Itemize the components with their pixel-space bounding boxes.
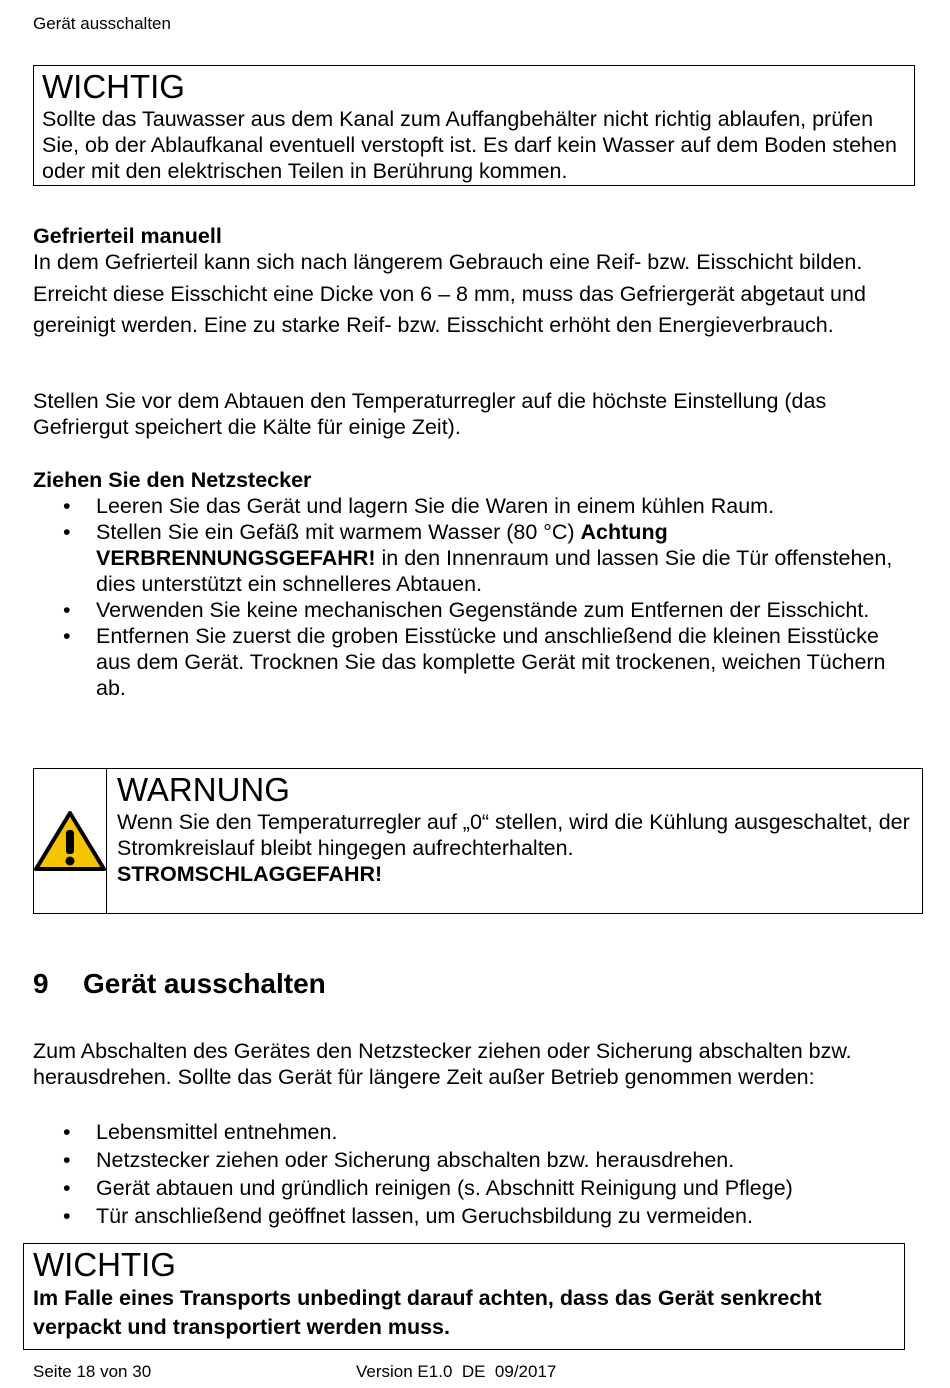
- list-item: [33, 1174, 913, 1202]
- electric-shock-warning: STROMSCHLAGGEFAHR!: [117, 862, 383, 886]
- warning-box: [33, 768, 923, 914]
- bullet: •: [63, 1148, 71, 1172]
- page-footer: [33, 1362, 913, 1382]
- page-header: Gerät ausschalten: [33, 14, 171, 33]
- warning-content: [107, 769, 922, 913]
- list-item-text: Stellen Sie ein Gefäß mit warmem Wasser (80 °C): [96, 520, 581, 544]
- important-title: WICHTIG: [42, 68, 185, 105]
- bullet: •: [63, 520, 71, 544]
- unplug-section: [33, 467, 913, 701]
- warning-title: WARNUNG: [117, 771, 290, 808]
- version-info: Version E1.0 DE 09/2017: [356, 1362, 557, 1381]
- list-item-text: Gerät abtauen und gründlich reinigen (s. Abschnitt Reinigung und Pflege): [96, 1176, 793, 1200]
- list-item: [33, 1118, 913, 1146]
- list-item-text: Leeren Sie das Gerät und lagern Sie die Waren in einem kühlen Raum.: [96, 494, 775, 518]
- thermostat-paragraph: Stellen Sie vor dem Abtauen den Temperaturregler auf die höchste Einstellung (das Gefriergut speichert die Kälte für einige Zeit).: [33, 389, 827, 439]
- switch-off-list: [33, 1118, 913, 1230]
- bullet: •: [63, 494, 71, 518]
- bullet: •: [63, 1120, 71, 1144]
- important-notice-box: [33, 65, 915, 186]
- list-item-text: Verwenden Sie keine mechanischen Gegenstände zum Entfernen der Eisschicht.: [96, 598, 870, 622]
- freezer-heading: Gefrierteil manuell: [33, 224, 222, 248]
- transport-text: Im Falle eines Transports unbedingt darauf achten, dass das Gerät senkrecht verpackt und transportiert werden muss.: [33, 1286, 822, 1339]
- list-item: [33, 493, 913, 519]
- list-item: [33, 597, 913, 623]
- bullet: •: [63, 1176, 71, 1200]
- important-text: Sollte das Tauwasser aus dem Kanal zum Auffangbehälter nicht richtig ablaufen, prüfen Sie, ob der Ablaufkanal eventuell verstopft ist. Es darf kein Wasser auf dem Boden stehen oder mit den elektrischen Teilen in Berührung kommen.: [42, 107, 897, 183]
- unplug-heading: Ziehen Sie den Netzstecker: [33, 468, 312, 492]
- list-item-text: Tür anschließend geöffnet lassen, um Geruchsbildung zu vermeiden.: [96, 1204, 753, 1228]
- warning-icon-cell: [34, 769, 107, 913]
- bullet: •: [63, 598, 71, 622]
- transport-notice-box: [23, 1243, 905, 1350]
- defrost-steps-list: [33, 493, 913, 701]
- section-number: 9: [33, 968, 49, 999]
- list-item-text: in den Innenraum und lassen Sie die Tür offenstehen, dies unterstützt ein schnelleres Abtauen.: [96, 546, 893, 596]
- list-item-text: Lebensmittel entnehmen.: [96, 1120, 338, 1144]
- switch-off-intro: Zum Abschalten des Gerätes den Netzstecker ziehen oder Sicherung abschalten bzw. herausdrehen. Sollte das Gerät für längere Zeit außer Betrieb genommen werden:: [33, 1039, 852, 1089]
- bullet: •: [63, 624, 71, 648]
- bullet: •: [63, 1204, 71, 1228]
- page-number: Seite 18 von 30: [33, 1362, 152, 1381]
- warning-text: Wenn Sie den Temperaturregler auf „0“ stellen, wird die Kühlung ausgeschaltet, der Stromkreislauf bleibt hingegen aufrechterhalten.: [117, 810, 910, 860]
- freezer-section: [33, 223, 913, 342]
- transport-title: WICHTIG: [33, 1246, 176, 1283]
- list-item-text: Entfernen Sie zuerst die groben Eisstücke und anschließend die kleinen Eisstücke aus dem Gerät. Trocknen Sie das komplette Gerät mit trockenen, weichen Tüchern ab.: [96, 624, 886, 700]
- section-heading: [33, 968, 326, 1000]
- warning-triangle-icon: [34, 810, 106, 872]
- list-item-text: Netzstecker ziehen oder Sicherung abschalten bzw. herausdrehen.: [96, 1148, 735, 1172]
- list-item: [33, 519, 913, 597]
- section-title: Gerät ausschalten: [83, 968, 326, 999]
- list-item: [33, 1146, 913, 1174]
- list-item: [33, 1202, 913, 1230]
- freezer-paragraph: In dem Gefrierteil kann sich nach längerem Gebrauch eine Reif- bzw. Eisschicht bilden. Erreicht diese Eisschicht eine Dicke von 6 – 8 mm, muss das Gefriergerät abgetaut und gereinigt werden. Eine zu starke Reif- bzw. Eisschicht erhöht den Energieverbrauch.: [33, 250, 866, 337]
- burn-hazard-warning: Achtung VERBRENNUNGSGEFAHR!: [96, 520, 668, 570]
- list-item: [33, 623, 913, 701]
